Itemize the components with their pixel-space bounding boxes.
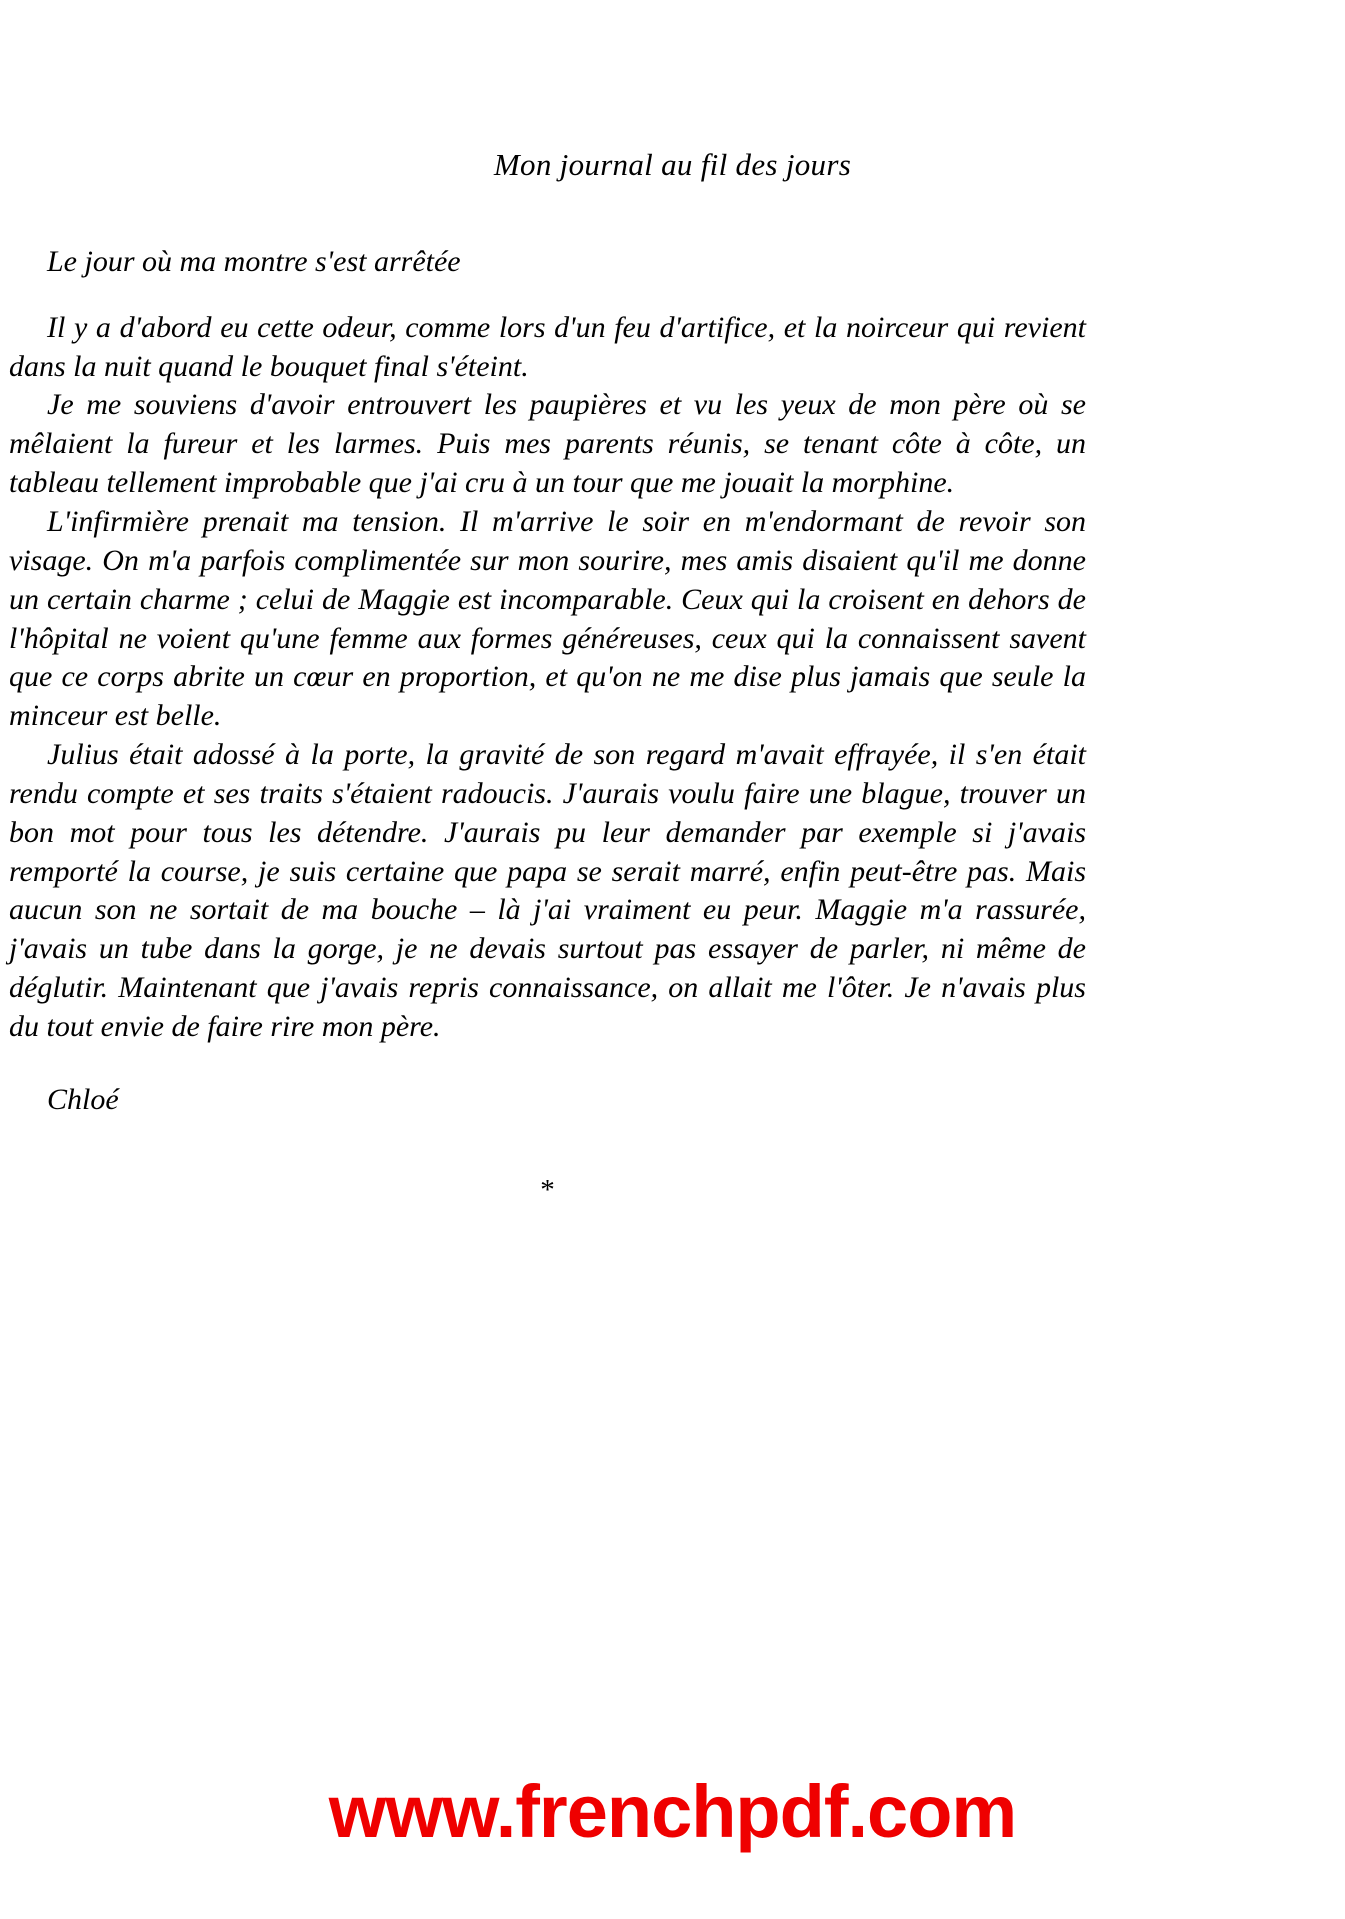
body-paragraph: Il y a d'abord eu cette odeur, comme lors d'un feu d'artifice, et la noirceur qui revient dans la nuit quand le bouquet final s'éteint. — [9, 310, 1086, 383]
body-paragraph: L'infirmière prenait ma tension. Il m'arrive le soir en m'endormant de revoir son visage. On m'a parfois complimentée sur mon sourire, mes amis disaient qu'il me donne un certain charme ; celui de Maggie est incomparable. Ceux qui la croisent en dehors de l'hôpital ne voient qu'une femme aux formes généreuses, ceux qui la connaissent savent que ce corps abrite un cœur en proportion, et qu'on ne me dise plus jamais que seule la minceur est belle. — [9, 505, 1086, 733]
section-separator-asterisk: * — [540, 1173, 555, 1206]
footer-watermark: www.frenchpdf.com — [328, 1770, 1017, 1853]
section-heading: Le jour où ma montre s'est arrêtée — [47, 245, 461, 278]
body-paragraph: Julius était adossé à la porte, la gravité de son regard m'avait effrayée, il s'en était rendu compte et ses traits s'étaient radoucis. J'aurais voulu faire une blague, trouver un bon mot pour tous les détendre. J'aurais pu leur demander par exemple si j'avais remporté la course, je suis certaine que papa se serait marré, enfin peut-être pas. Mais aucun son ne sortait de ma bouche – là j'ai vraiment eu peur. Maggie m'a rassurée, j'avais un tube dans la gorge, je ne devais surtout pas essayer de parler, ni même de déglutir. Maintenant que j'avais repris connaissance, on allait me l'ôter. Je n'avais plus du tout envie de faire rire mon père. — [9, 738, 1086, 1043]
body-paragraph: Je me souviens d'avoir entrouvert les paupières et vu les yeux de mon père où se mêlaient la fureur et les larmes. Puis mes parents réunis, se tenant côte à côte, un tableau tellement improbable que j'ai cru à un tour que me jouait la morphine. — [9, 388, 1086, 500]
page-title: Mon journal au fil des jours — [493, 147, 852, 182]
author-signature: Chloé — [47, 1082, 119, 1116]
text-column — [9, 243, 1086, 1205]
